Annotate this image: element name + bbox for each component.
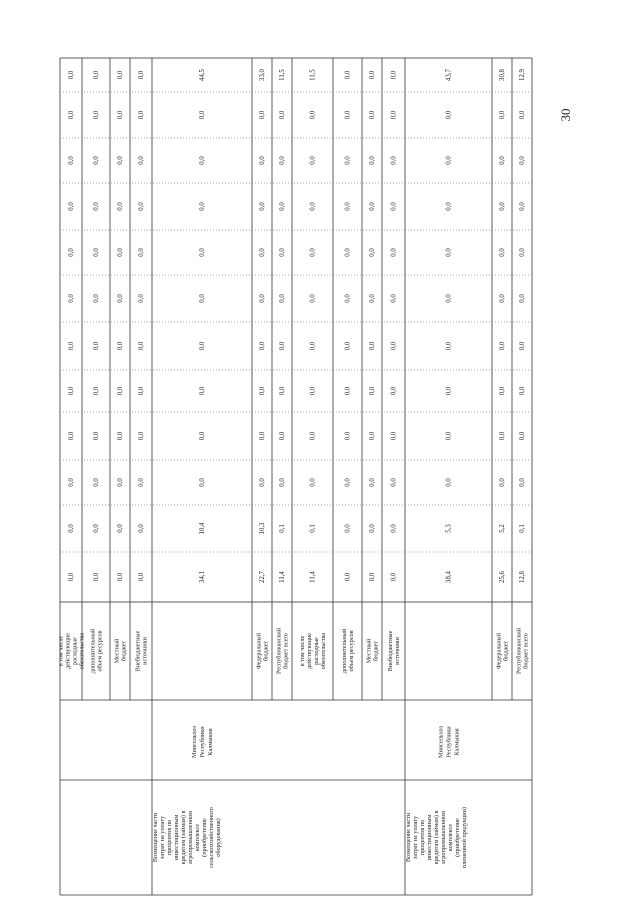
table-cell-value: 0,0 bbox=[93, 478, 100, 487]
table-cell-value: 0,0 bbox=[344, 294, 352, 303]
table-cell-value: 0,0 bbox=[68, 202, 75, 211]
table-cell-value: 0,0 bbox=[199, 431, 206, 441]
table-cells bbox=[58, 68, 530, 868]
table-cell-value: 0,0 bbox=[519, 110, 526, 120]
table-cell-value: 0,0 bbox=[279, 202, 286, 211]
table-cell-value: 44,5 bbox=[199, 69, 206, 81]
table-cell-value: 0,0 bbox=[445, 386, 453, 396]
row-label: бюджет bbox=[502, 640, 510, 662]
table-cell-value: 0,0 bbox=[93, 341, 100, 351]
table-cell-value: 0,0 bbox=[499, 202, 506, 211]
table-cell-value: 25,6 bbox=[499, 571, 506, 583]
table-cell-value: 0,0 bbox=[138, 478, 145, 487]
table-cell-value: 0,0 bbox=[259, 478, 266, 487]
table-cell-value: 33,0 bbox=[259, 69, 266, 81]
measure-label: кредитам (займам) в bbox=[433, 810, 440, 865]
table-cell-value: 0,0 bbox=[445, 294, 453, 303]
table-cell-value: 0,0 bbox=[93, 386, 100, 396]
table-cell-value: 0,0 bbox=[369, 386, 376, 396]
measure-label: сельскохозяйственного bbox=[208, 807, 215, 868]
table-cell-value: 0,0 bbox=[390, 386, 398, 396]
table-cell-value: 0,0 bbox=[199, 110, 206, 120]
table-cell-value: 0,0 bbox=[117, 431, 124, 441]
table-cell-value: 0,0 bbox=[138, 248, 145, 257]
table-cell-value: 0,0 bbox=[68, 156, 75, 165]
row-label: дополнительный bbox=[89, 628, 97, 674]
table-cell-value: 0,0 bbox=[390, 70, 398, 80]
row-label: бюджет bbox=[120, 640, 128, 662]
table-grid bbox=[57, 58, 532, 895]
table-cell-value: 0,0 bbox=[369, 431, 376, 441]
table-cell-value: 12,8 bbox=[519, 571, 526, 583]
table-cell-value: 0,0 bbox=[445, 202, 453, 211]
table-cell-value: 0,0 bbox=[369, 294, 376, 303]
table-cell-value: 0,0 bbox=[390, 524, 398, 533]
table-cell-value: 0,0 bbox=[117, 294, 124, 303]
table-cell-value: 0,0 bbox=[344, 110, 352, 120]
table-cell-value: 10,3 bbox=[259, 522, 266, 535]
table-cell-value: 0,0 bbox=[499, 478, 506, 487]
table-cell-value: 0,0 bbox=[138, 524, 145, 533]
table-cell-value: 0,0 bbox=[445, 156, 453, 165]
table-cell-value: 0,0 bbox=[138, 202, 145, 211]
table-cell-value: 0,0 bbox=[199, 478, 206, 487]
executor-label: Республики bbox=[445, 726, 453, 758]
row-label: в том числе bbox=[57, 635, 65, 667]
table-cell-value: 0,0 bbox=[309, 248, 317, 257]
table-cell-value: 0,0 bbox=[369, 341, 376, 351]
row-label: источники bbox=[141, 637, 149, 665]
measure-label: Возмещение части bbox=[405, 812, 412, 863]
table-cell-value: 0,0 bbox=[199, 156, 206, 165]
table-cell-value: 0,0 bbox=[344, 156, 352, 165]
row-label: объем ресурсов bbox=[96, 630, 104, 672]
table-cell-value: 0,0 bbox=[68, 341, 75, 351]
table-cell-value: 0,0 bbox=[279, 341, 286, 351]
table-cell-value: 0,0 bbox=[309, 386, 317, 396]
measure-label: (приобретение bbox=[454, 818, 461, 857]
table-cell-value: 0,0 bbox=[93, 202, 100, 211]
table-cell-value: 0,0 bbox=[390, 341, 398, 351]
table-cell-value: 0,0 bbox=[259, 202, 266, 211]
table-cell-value: 0,0 bbox=[138, 70, 145, 80]
table-cell-value: 0,0 bbox=[309, 202, 317, 211]
table-cell-value: 0,1 bbox=[519, 524, 526, 533]
measure-label: процентов по bbox=[166, 819, 173, 856]
table-cell-value: 0,0 bbox=[390, 294, 398, 303]
table-cell-value: 0,0 bbox=[390, 431, 398, 441]
table-cell-value: 0,0 bbox=[369, 202, 376, 211]
table-cell-value: 0,0 bbox=[93, 572, 100, 582]
row-label: расходные bbox=[71, 637, 79, 665]
table-cell-value: 0,0 bbox=[138, 110, 145, 120]
table-cell-value: 0,0 bbox=[309, 478, 317, 487]
measure-label: Возмещение части bbox=[152, 812, 159, 863]
table-cell-value: 0,0 bbox=[499, 386, 506, 396]
table-cell-value: 5,3 bbox=[445, 524, 453, 533]
row-label: действующие bbox=[64, 633, 72, 669]
table-cell-value: 0,0 bbox=[390, 202, 398, 211]
table-cell-value: 0,0 bbox=[519, 386, 526, 396]
table-cell-value: 0,0 bbox=[309, 431, 317, 441]
table-cell-value: 0,0 bbox=[344, 478, 352, 487]
table-cell-value: 0,0 bbox=[309, 156, 317, 165]
table-cell-value: 0,0 bbox=[138, 156, 145, 165]
row-label: дополнительный bbox=[341, 628, 348, 674]
measure-label: агропромышленном bbox=[440, 810, 447, 865]
table-cell-value: 11,5 bbox=[309, 69, 317, 81]
table-cell-value: 43,7 bbox=[445, 69, 453, 81]
row-label: Внебюджетные bbox=[387, 630, 394, 672]
row-label: бюджет всего bbox=[282, 633, 290, 669]
row-label: Местный bbox=[365, 638, 373, 664]
measure-label: инвестиционным bbox=[426, 814, 433, 861]
table-cell-value: 0,0 bbox=[369, 248, 376, 257]
measure-label: инвестиционным bbox=[173, 814, 180, 861]
table-cell-value: 0,0 bbox=[499, 341, 506, 351]
table-cell-value: 0,0 bbox=[499, 110, 506, 120]
table-cell-value: 0,0 bbox=[138, 386, 145, 396]
table-cell-value: 0,0 bbox=[68, 248, 75, 257]
table-cell-value: 0,0 bbox=[519, 431, 526, 441]
table-cell-value: 0,0 bbox=[117, 248, 124, 257]
table-cell-value: 0,0 bbox=[117, 386, 124, 396]
row-label: объем ресурсов bbox=[348, 630, 355, 672]
table-cell-value: 0,0 bbox=[344, 524, 352, 533]
table-cell-value: 0,0 bbox=[117, 572, 124, 582]
table-cell-value: 0,0 bbox=[199, 341, 206, 351]
table-cell-value: 0,0 bbox=[117, 202, 124, 211]
measure-label: комплексе bbox=[194, 823, 201, 852]
row-label: источники bbox=[394, 637, 401, 665]
table-cell-value: 11,4 bbox=[309, 571, 317, 583]
table-cell-value: 0,0 bbox=[279, 156, 286, 165]
table-cell-value: 0,0 bbox=[199, 248, 206, 257]
table-cell-value: 0,0 bbox=[445, 478, 453, 487]
table-cell-value: 0,0 bbox=[279, 431, 286, 441]
table-cell-value: 0,0 bbox=[117, 70, 124, 80]
row-label: Федеральный bbox=[255, 632, 263, 670]
table-cell-value: 0,0 bbox=[369, 70, 376, 80]
table-cell-value: 0,0 bbox=[344, 248, 352, 257]
row-label: бюджет bbox=[262, 640, 270, 662]
table-cell-value: 0,0 bbox=[309, 110, 317, 120]
table-cell-value: 0,0 bbox=[279, 478, 286, 487]
table-cell-value: 0,0 bbox=[138, 572, 145, 582]
executor-label: Республики bbox=[199, 726, 206, 758]
table-cell-value: 0,0 bbox=[519, 202, 526, 211]
row-label: Республиканский bbox=[275, 627, 283, 675]
row-label: Федеральный bbox=[495, 632, 503, 670]
row-label: Республиканский bbox=[515, 627, 523, 675]
table-cell-value: 0,0 bbox=[390, 156, 398, 165]
table-cell-value: 0,0 bbox=[344, 341, 352, 351]
table-cell-value: 0,0 bbox=[68, 294, 75, 303]
table-cell-value: 0,0 bbox=[93, 524, 100, 533]
executor-label: Калмыкия bbox=[453, 728, 461, 756]
table-cell-value: 11,5 bbox=[279, 69, 286, 81]
table-cell-value: 0,0 bbox=[259, 110, 266, 120]
measure-label: затрат на уплату bbox=[159, 815, 166, 860]
table-cell-value: 0,0 bbox=[519, 478, 526, 487]
table-cell-value: 0,0 bbox=[259, 386, 266, 396]
table-cell-value: 38,4 bbox=[445, 571, 453, 583]
table-cell-value: 0,0 bbox=[138, 431, 145, 441]
table-cell-value: 0,1 bbox=[309, 524, 317, 533]
table-cell-value: 0,0 bbox=[259, 248, 266, 257]
measure-label: (приобретение bbox=[201, 818, 208, 857]
table-cell-value: 0,0 bbox=[369, 110, 376, 120]
row-label: обязательства bbox=[320, 632, 327, 670]
table-cell-value: 5,2 bbox=[499, 524, 506, 533]
table-cell-value: 0,0 bbox=[117, 478, 124, 487]
table-cell-value: 0,0 bbox=[117, 341, 124, 351]
table-cell-value: 22,7 bbox=[259, 571, 266, 583]
table-cell-value: 0,0 bbox=[499, 156, 506, 165]
table-cell-value: 12,9 bbox=[519, 69, 526, 81]
table-cell-value: 0,0 bbox=[138, 341, 145, 351]
table-cell-value: 0,0 bbox=[259, 431, 266, 441]
table-cell-value: 0,0 bbox=[259, 341, 266, 351]
table-cell-value: 0,0 bbox=[390, 110, 398, 120]
table-cell-value: 0,0 bbox=[68, 386, 75, 396]
table-cell-value: 0,0 bbox=[199, 294, 206, 303]
table-cell-value: 0,0 bbox=[279, 386, 286, 396]
row-label: Внебюджетные bbox=[134, 630, 142, 672]
measure-label: затрат на уплату bbox=[412, 815, 419, 860]
measure-label: агропромышленном bbox=[187, 810, 194, 865]
table-cell-value: 0,0 bbox=[390, 248, 398, 257]
measure-label: оборудования) bbox=[215, 818, 222, 857]
table-cell-value: 0,0 bbox=[68, 70, 75, 80]
table-cell-value: 0,0 bbox=[117, 156, 124, 165]
table-cell-value: 0,0 bbox=[93, 70, 100, 80]
measure-label: племенной продукции) bbox=[461, 807, 468, 868]
table-cell-value: 0,0 bbox=[499, 248, 506, 257]
table-cell-value: 0,0 bbox=[68, 478, 75, 487]
table-cell-value: 0,0 bbox=[445, 110, 453, 120]
row-label: действующие bbox=[306, 633, 313, 669]
table-cell-value: 11,4 bbox=[279, 571, 286, 583]
table-cell-value: 0,0 bbox=[369, 478, 376, 487]
table-cell-value: 0,0 bbox=[279, 294, 286, 303]
table-cell-value: 0,0 bbox=[499, 431, 506, 441]
table-cell-value: 0,0 bbox=[93, 431, 100, 441]
executor-label: Калмыкия bbox=[207, 728, 214, 756]
table-cell-value: 30,8 bbox=[499, 69, 506, 81]
table-cell-value: 0,1 bbox=[279, 524, 286, 533]
table-cell-value: 0,0 bbox=[117, 110, 124, 120]
table-cell-value: 0,0 bbox=[279, 248, 286, 257]
table-cell-value: 0,0 bbox=[68, 431, 75, 441]
table-cell-value: 0,0 bbox=[68, 524, 75, 533]
table-cell-value: 0,0 bbox=[369, 572, 376, 582]
table-cell-value: 0,0 bbox=[499, 294, 506, 303]
table-cell-value: 0,0 bbox=[445, 341, 453, 351]
table-cell-value: 0,0 bbox=[199, 202, 206, 211]
table-cell-value: 0,0 bbox=[138, 294, 145, 303]
table-cell-value: 0,0 bbox=[344, 431, 352, 441]
table-cell-value: 0,0 bbox=[390, 572, 398, 582]
table-cell-value: 0,0 bbox=[117, 524, 124, 533]
table-cell-value: 0,0 bbox=[390, 478, 398, 487]
table-cell-value: 0,0 bbox=[199, 386, 206, 396]
table-cell-value: 0,0 bbox=[519, 156, 526, 165]
table-cell-value: 34,1 bbox=[199, 571, 206, 583]
table-cell-value: 0,0 bbox=[344, 386, 352, 396]
table-cell-value: 0,0 bbox=[279, 110, 286, 120]
executor-label: Минсельхоз bbox=[437, 726, 445, 758]
table-cell-value: 0,0 bbox=[519, 294, 526, 303]
table-cell-value: 0,0 bbox=[344, 202, 352, 211]
row-label: расходные bbox=[313, 637, 320, 665]
measure-label: кредитам (займам) в bbox=[180, 810, 187, 865]
table-cell-value: 0,0 bbox=[369, 524, 376, 533]
table-cell-value: 0,0 bbox=[259, 156, 266, 165]
table-cell-value: 0,0 bbox=[519, 341, 526, 351]
table-cell-value: 0,0 bbox=[93, 248, 100, 257]
table-cell-value: 0,0 bbox=[93, 156, 100, 165]
row-label: бюджет bbox=[372, 640, 380, 662]
executor-label: Минсельхоз bbox=[191, 726, 198, 758]
table-cell-value: 0,0 bbox=[344, 572, 352, 582]
row-label: Местный bbox=[113, 638, 121, 664]
row-label: бюджет всего bbox=[522, 633, 530, 669]
table-cell-value: 0,0 bbox=[68, 572, 75, 582]
table-cell-value: 0,0 bbox=[309, 341, 317, 351]
table-cell-value: 0,0 bbox=[93, 294, 100, 303]
row-label: в том числе bbox=[299, 635, 306, 667]
table-cell-value: 0,0 bbox=[259, 294, 266, 303]
measure-label: комплексе bbox=[447, 823, 454, 852]
table-cell-value: 10,4 bbox=[199, 522, 206, 535]
table-cell-value: 0,0 bbox=[445, 431, 453, 441]
table-cell-value: 0,0 bbox=[445, 248, 453, 257]
table-cell-value: 0,0 bbox=[344, 70, 352, 80]
table-cell-value: 0,0 bbox=[93, 110, 100, 120]
table-cell-value: 0,0 bbox=[519, 248, 526, 257]
page-number: 30 bbox=[558, 108, 573, 122]
table-cell-value: 0,0 bbox=[369, 156, 376, 165]
table-cell-value: 0,0 bbox=[68, 110, 75, 120]
row-label: обязательства bbox=[78, 632, 86, 670]
measure-label: процентов по bbox=[419, 819, 426, 856]
table-cell-value: 0,0 bbox=[309, 294, 317, 303]
